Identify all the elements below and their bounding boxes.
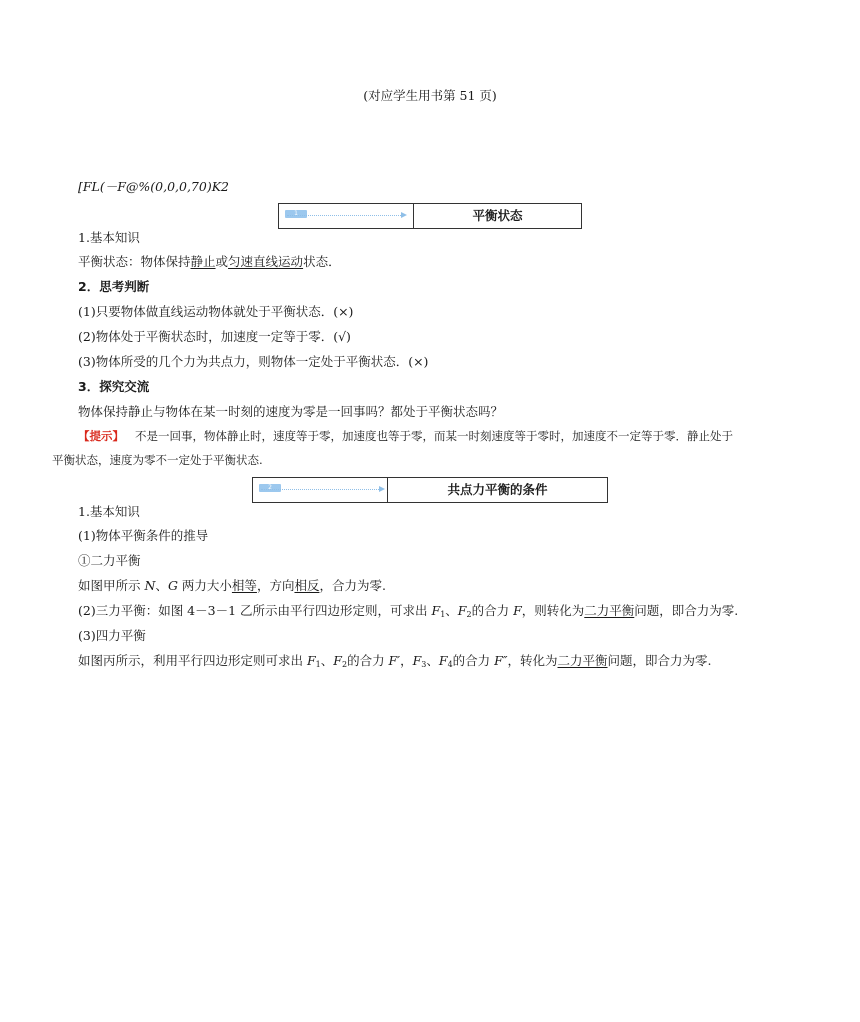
format-code: [FL(－F@%(0,0,0,70)K2	[78, 179, 230, 194]
page-reference: (对应学生用书第 51 页)	[363, 88, 497, 103]
judgement-item: (1)只要物体做直线运动物体就处于平衡状态．(×)	[78, 304, 354, 319]
four-force-heading: (3)四力平衡	[78, 628, 146, 643]
basic-knowledge-heading: 1.基本知识	[78, 230, 140, 245]
arrow-line-icon	[287, 215, 401, 216]
section-number-badge: 2	[259, 484, 281, 492]
three-force-text: (2)三力平衡：如图 4－3－1 乙所示由平行四边形定则，可求出 $F_1$、$F_2$的合力 F，则转化为二力平衡问题，即合力为零.	[78, 603, 739, 619]
two-force-text: 如图甲所示 N、G 两力大小相等，方向相反，合力为零.	[78, 578, 386, 593]
section-header-equilibrium-condition	[252, 477, 608, 503]
judgement-item: (3)物体所受的几个力为共点力，则物体一定处于平衡状态．(×)	[78, 354, 429, 369]
derivation-heading: (1)物体平衡条件的推导	[78, 528, 209, 543]
section-badge-area	[279, 204, 414, 228]
hint-paragraph: 【提示】 不是一回事，物体静止时，速度等于零，加速度也等于零，而某一时刻速度等于零时，加速度不一定等于零．静止处于	[78, 429, 733, 443]
arrow-line-icon	[261, 489, 381, 490]
arrow-head-icon	[379, 486, 385, 492]
judge-heading: 2．思考判断	[78, 279, 150, 294]
section-badge-area	[253, 478, 388, 502]
section-number-badge: 1	[285, 210, 307, 218]
four-force-text: 如图丙所示，利用平行四边形定则可求出 $F_1$、$F_2$的合力 F′，$F_3$、$F_4$的合力 F″，转化为二力平衡问题，即合力为零.	[78, 653, 712, 669]
balance-definition: 平衡状态：物体保持静止或匀速直线运动状态．	[78, 254, 341, 269]
section-title: 平衡状态	[472, 208, 523, 223]
section-header-balance-state	[278, 203, 582, 229]
hint-paragraph-cont: 平衡状态，速度为零不一定处于平衡状态.	[52, 453, 263, 467]
judgement-item: (2)物体处于平衡状态时，加速度一定等于零．(√)	[78, 329, 351, 344]
explore-question: 物体保持静止与物体在某一时刻的速度为零是一回事吗？都处于平衡状态吗？	[78, 404, 504, 419]
two-force-heading: ①二力平衡	[78, 553, 141, 568]
section-title: 共点力平衡的条件	[447, 482, 548, 497]
arrow-head-icon	[401, 212, 407, 218]
explore-heading: 3．探究交流	[78, 379, 150, 394]
hint-label: 【提示】	[78, 429, 124, 443]
basic-knowledge-heading: 1.基本知识	[78, 504, 140, 519]
